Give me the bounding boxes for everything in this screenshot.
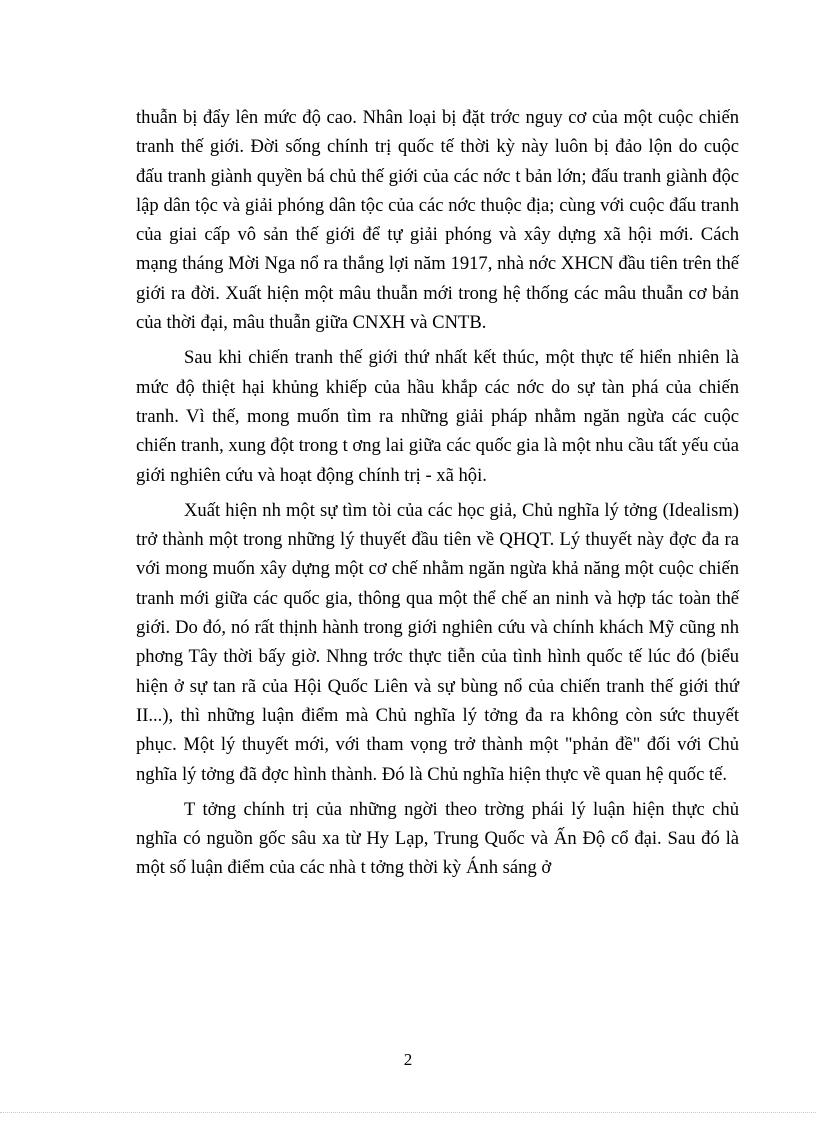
paragraph-4: T tởng chính trị của những ngời theo trờng phái lý luận hiện thực chủ nghĩa có nguồn gốc sâu xa từ Hy Lạp, Trung Quốc và Ấn Độ cổ đại. Sau đó là một số luận điểm của các nhà t tởng thời kỳ Ánh sáng ở [136, 798, 739, 879]
paragraph-3: Xuất hiện nh một sự tìm tòi của các học giả, Chủ nghĩa lý tởng (Idealism) trở thành một trong những lý thuyết đầu tiên về QHQT. Lý thuyết này đợc đa ra với mong muốn xây dựng một cơ chế nhằm ngăn ngừa khả năng một cuộc chiến tranh mới giữa các quốc gia, thông qua một thể chế an ninh và hợp tác toàn thế giới. Do đó, nó rất thịnh hành trong giới nghiên cứu và chính khách Mỹ cũng nh phơng Tây thời bấy giờ. Nhng trớc thực tiễn của tình hình quốc tế lúc đó (biểu hiện ở sự tan rã của Hội Quốc Liên và sự bùng nổ của chiến tranh thế giới thứ II...), thì những luận điểm mà Chủ nghĩa lý tởng đa ra không còn sức thuyết phục. Một lý thuyết mới, với tham vọng trở thành một "phản đề" đối với Chủ nghĩa lý tởng đã đợc hình thành. Đó là Chủ nghĩa hiện thực về quan hệ quốc tế. [136, 499, 739, 785]
document-body [136, 103, 739, 889]
paragraph-1: thuẫn bị đẩy lên mức độ cao. Nhân loại bị đặt trớc nguy cơ của một cuộc chiến tranh thế giới. Đời sống chính trị quốc tế thời kỳ này luôn bị đảo lộn do cuộc đấu tranh giành quyền bá chủ thế giới của các nớc t bản lớn; đấu tranh giành độc lập dân tộc và giải phóng dân tộc của các nớc thuộc địa; cùng với cuộc đấu tranh của giai cấp vô sản thế giới để tự giải phóng và xây dựng xã hội mới. Cách mạng tháng Mời Nga nổ ra thắng lợi năm 1917, nhà nớc XHCN đầu tiên trên thế giới ra đời. Xuất hiện một mâu thuẫn mới trong hệ thống các mâu thuẫn cơ bản của thời đại, mâu thuẫn giữa CNXH và CNTB. [136, 107, 739, 334]
page-number: 2 [403, 1050, 413, 1069]
paragraph-2: Sau khi chiến tranh thế giới thứ nhất kết thúc, một thực tế hiển nhiên là mức độ thiệt hại khủng khiếp của hầu khắp các nớc do sự tàn phá của chiến tranh. Vì thế, mong muốn tìm ra những giải pháp nhằm ngăn ngừa các cuộc chiến tranh, xung đột trong t ơng lai giữa các quốc gia là một nhu cầu tất yếu của giới nghiên cứu và hoạt động chính trị - xã hội. [136, 347, 739, 486]
page-bottom-divider [0, 1112, 816, 1113]
